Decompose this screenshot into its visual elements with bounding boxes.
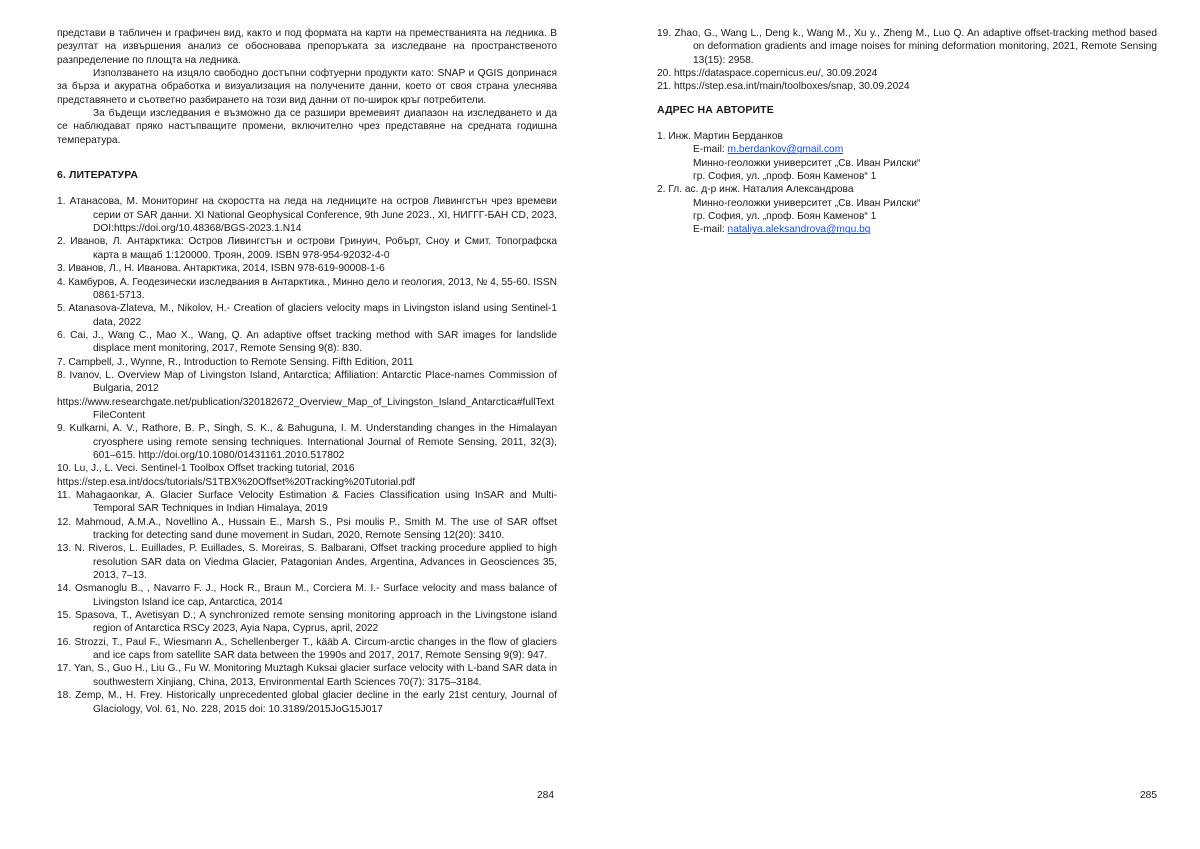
reference-item: 10. Lu, J., L. Veci. Sentinel-1 Toolbox Offset tracking tutorial, 2016	[57, 463, 355, 475]
author-email-line	[657, 143, 1157, 156]
page-number: 285	[1140, 790, 1157, 801]
reference-item: 6. Cai, J., Wang C., Mao X., Wang, Q. An adaptive offset tracking method with SAR images for landslide displace ment monitoring, 2017, Remote Sensing 9(8): 830.	[57, 329, 557, 355]
reference-item: 17. Yan, S., Guo H., Liu G., Fu W. Monitoring Muztagh Kuksai glacier surface velocity with L-band SAR data in southwestern Xinjiang, China, 2013, Environmental Earth Sciences 70(7): 3175–3184.	[57, 663, 557, 688]
reference-item: 1. Атанасова, М. Мониторинг на скоростта на леда на ледниците на остров Ливингстън чрез времеви серии от SAR данни. XI National Geophysical Conference, 9th June 2023., XI, НИГГГ-БАН CD, 2023, DOI:https://doi.org/10.48368/BGS-2023.1.N14	[57, 196, 557, 235]
email-label: E-mail:	[693, 224, 728, 236]
page-number: 284	[537, 790, 554, 801]
reference-item: 8. Ivanov, L. Overview Map of Livingston Island, Antarctica; Affiliation: Antarctic Place-names Commission of Bulgaria, 2012	[57, 369, 557, 395]
reference-item: 15. Spasova, T., Avetisyan D.; A synchronized remote sensing monitoring approach in the Livingstone island region of Antarctica RSCy 2023, Ayia Napa, Cyprus, april, 2022	[57, 610, 557, 635]
reference-list	[57, 195, 557, 715]
author-address: гр. София, ул. „проф. Боян Каменов“ 1	[693, 211, 877, 223]
reference-url: https://www.researchgate.net/publication/320182672_Overview_Map_of_Livingston_Island_Antarctica#fullTextFileContent	[57, 396, 555, 421]
reference-item: 18. Zemp, M., H. Frey. Historically unprecedented global glacier decline in the early 21st century, Journal of Glaciology, Vol. 61, No. 228, 2015 doi: 10.3189/2015JoG15J017	[57, 690, 557, 715]
reference-item: 11. Mahagaonkar, A. Glacier Surface Velocity Estimation & Facies Classification using InSAR and Multi-Temporal SAR Techniques in Indian Himalaya, 2019	[57, 490, 557, 515]
reference-item: 21. https://step.esa.int/main/toolboxes/snap, 30.09.2024	[657, 81, 910, 93]
author-email-line	[657, 223, 1157, 236]
left-column	[57, 27, 557, 716]
reference-item: 9. Kulkarni, A. V., Rathore, B. P., Singh, S. K., & Bahuguna, I. M. Understanding changes in the Himalayan cryosphere using remote sensing techniques. International Journal of Remote Sensing, 2011, 32(3), 601–615. http://doi.org/10.1080/01431161.2010.517802	[57, 423, 557, 461]
author-email-link[interactable]: nataliya.aleksandrova@mgu.bg	[727, 224, 871, 236]
reference-list	[657, 27, 1157, 94]
reference-url: https://step.esa.int/docs/tutorials/S1TBX%20Offset%20Tracking%20Tutorial.pdf	[57, 476, 416, 488]
reference-item: 5. Atanasova-Zlateva, M., Nikolov, H.- Creation of glaciers velocity maps in Livingston island using Sentinel-1 data, 2022	[57, 303, 557, 328]
reference-item: 4. Камбуров, А. Геодезически изследвания в Антарктика., Минно дело и геология, 2013, № 4, 55-60. ISSN 0861-5713.	[57, 276, 557, 301]
section-title-authors-address: АДРЕС НА АВТОРИТЕ	[657, 103, 774, 116]
reference-item: 2. Иванов, Л. Антарктика: Остров Ливингстън и острови Гринуич, Робърт, Сноу и Смит. Топографска карта в мащаб 1:120000. Троян, 2009. ISBN 978-954-92032-4-0	[57, 236, 557, 261]
paragraph: представи в табличен и графичен вид, както и под формата на карти на преместванията на ледника. В резултат на извършения анализ се обосновава препоръката за изследване на пространственото разпределение по площта на ледника.	[57, 28, 557, 66]
paragraph: Използването на изцяло свободно достъпни софтуерни продукти като: SNAP и QGIS допринася за бърза и акуратна обработка и визуализация на получените данни, което от своя страна улеснява представянето и съответно разбирането на този вид данни от по-широк кръг потребители.	[57, 68, 557, 106]
reference-item: 20. https://dataspace.copernicus.eu/, 30.09.2024	[657, 68, 878, 80]
email-label: E-mail:	[693, 144, 728, 156]
reference-item: 12. Mahmoud, A.M.A., Novellino A., Hussain E., Marsh S., Psi moulis P., Smith M. The use of SAR offset tracking for detecting sand dune movement in Sudan, 2020, Remote Sensing 12(20): 3410.	[57, 516, 557, 542]
right-column	[657, 27, 1157, 237]
author-address: гр. София, ул. „проф. Боян Каменов“ 1	[693, 171, 877, 183]
reference-item: 16. Strozzi, T., Paul F., Wiesmann A., Schellenberger T., kääb A. Circum-arctic changes in the flow of glaciers and ice caps from satellite SAR data between the 1990s and 2017, 2017, Remote Sensing 9(9): 947.	[57, 636, 557, 662]
paragraph: За бъдещи изследвания е възможно да се разшири времевият диапазон на изследването и да се наблюдават пряко настъпващите промени, включително чрез представяне на средната годишна температура.	[57, 108, 557, 146]
author-name: 1. Инж. Мартин Берданков	[657, 131, 783, 143]
reference-item: 13. N. Riveros, L. Euillades, P. Euillades, S. Moreiras, S. Balbarani, Offset tracking procedure applied to high resolution SAR data on Viedma Glacier, Patagonian Andes, Argentina, Advances in Geosciences 35, 2013, 7–13.	[57, 543, 557, 582]
reference-item: 19. Zhao, G., Wang L., Deng k., Wang M., Xu y., Zheng M., Luo Q. An adaptive offset-tracking method based on deformation gradients and image noises for mining deformation monitoring, 2021, Remote Sensing 13(15): 2958.	[657, 28, 1157, 66]
author-affiliation: Минно-геоложки университет „Св. Иван Рилски“	[693, 157, 921, 169]
reference-item: 3. Иванов, Л., Н. Иванова. Антарктика, 2014, ISBN 978-619-90008-1-6	[57, 263, 385, 275]
author-email-link[interactable]: m.berdankov@gmail.com	[727, 144, 844, 156]
author-name: 2. Гл. ас. д-р инж. Наталия Александрова	[657, 184, 854, 196]
author-affiliation: Минно-геоложки университет „Св. Иван Рилски“	[693, 197, 921, 209]
reference-item: 7. Campbell, J., Wynne, R., Introduction to Remote Sensing. Fifth Edition, 2011	[57, 356, 414, 368]
author-entry	[657, 183, 1157, 236]
right-page	[600, 0, 1200, 849]
author-entry	[657, 130, 1157, 183]
section-title-literature: 6. ЛИТЕРАТУРА	[57, 169, 139, 182]
reference-item: 14. Osmanoglu B., , Navarro F. J., Hock R., Braun M., Corciera M. I.- Surface velocity and mass balance of Livingston Island ice cap, Antarctica, 2014	[57, 583, 557, 608]
